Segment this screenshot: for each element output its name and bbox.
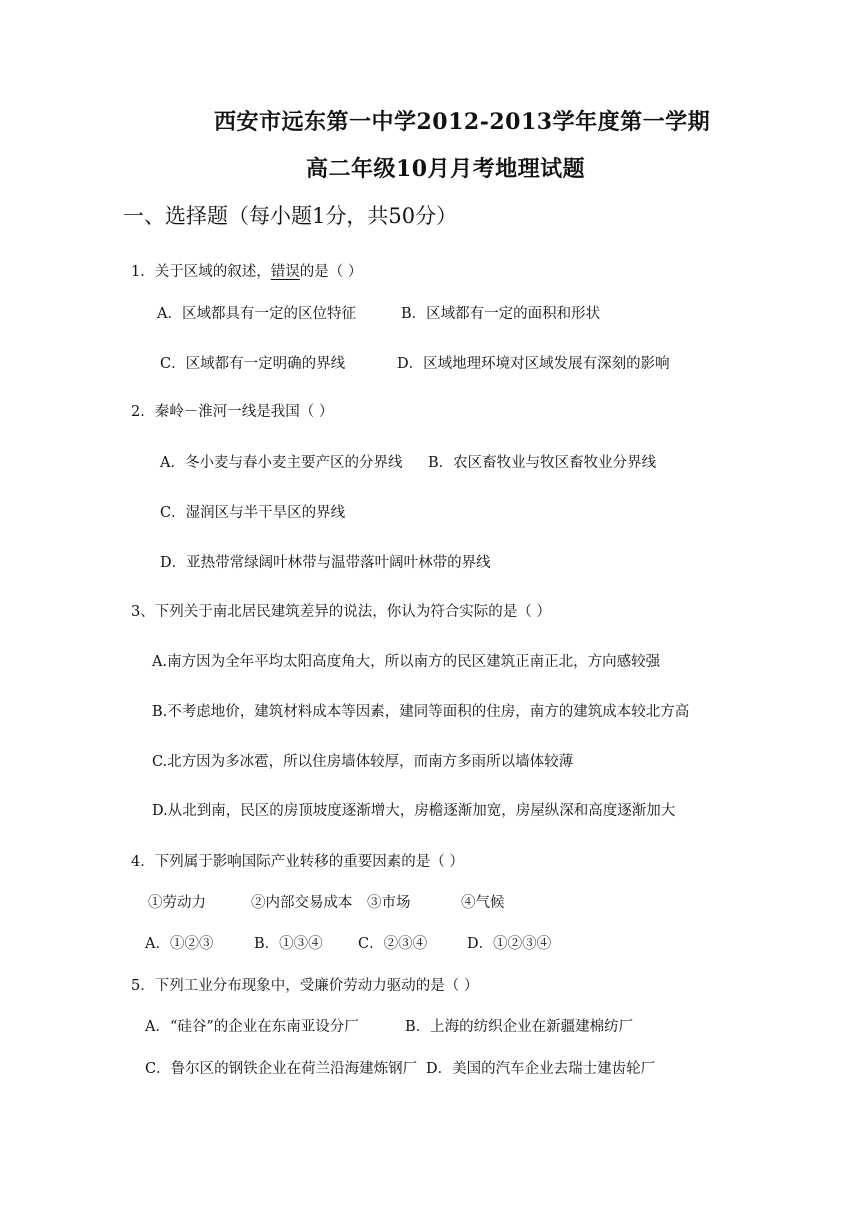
section-heading-choice: 一、选择题（每小题1分，共50分）	[123, 204, 458, 228]
question-4-factor-1: ①劳动力	[148, 895, 206, 911]
question-1-option-b: B．区域都有一定的面积和形状	[401, 306, 601, 322]
question-2-stem: 2．秦岭－淮河一线是我国（ ）	[131, 404, 334, 420]
question-2-option-a: A．冬小麦与春小麦主要产区的分界线	[160, 455, 403, 471]
question-4-stem: 4．下列属于影响国际产业转移的重要因素的是（ ）	[131, 854, 464, 870]
question-4-option-c: C．②③④	[358, 936, 428, 952]
question-4-factor-3: ③市场	[367, 895, 411, 911]
question-3-option-b: B.不考虑地价，建筑材料成本等因素，建同等面积的住房，南方的建筑成本较北方高	[152, 704, 690, 720]
question-3-option-d: D.从北到南，民区的房顶坡度逐渐增大，房檐逐渐加宽，房屋纵深和高度逐渐加大	[152, 803, 676, 819]
question-2-option-d: D．亚热带常绿阔叶林带与温带落叶阔叶林带的界线	[160, 555, 491, 571]
question-1-option-a: A．区域都具有一定的区位特征	[157, 306, 356, 322]
question-1-option-d: D．区域地理环境对区域发展有深刻的影响	[397, 356, 670, 372]
question-5-stem: 5．下列工业分布现象中，受廉价劳动力驱动的是（ ）	[131, 978, 479, 994]
question-5-option-c: C．鲁尔区的钢铁企业在荷兰沿海建炼钢厂	[145, 1061, 418, 1077]
question-4-option-d: D．①②③④	[467, 936, 552, 952]
question-5-option-b: B．上海的纺织企业在新疆建棉纺厂	[405, 1019, 634, 1035]
exam-title-line1: 西安市远东第一中学2012-2013学年度第一学期	[214, 109, 711, 135]
question-3-option-a: A.南方因为全年平均太阳高度角大，所以南方的民区建筑正南正北，方向感较强	[152, 654, 661, 670]
question-3-stem: 3、下列关于南北居民建筑差异的说法，你认为符合实际的是（ ）	[131, 604, 551, 620]
exam-title-line2: 高二年级10月月考地理试题	[306, 156, 586, 182]
question-1-stem	[131, 265, 362, 280]
question-5-option-d: D．美国的汽车企业去瑞士建齿轮厂	[426, 1061, 656, 1077]
question-4-factor-2: ②内部交易成本	[251, 895, 353, 911]
question-5-option-a: A．“硅谷”的企业在东南亚设分厂	[145, 1019, 359, 1035]
question-4-option-b: B．①③④	[254, 936, 323, 952]
question-1-option-c: C．区域都有一定明确的界线	[160, 356, 346, 372]
question-3-option-c: C.北方因为多冰雹，所以住房墙体较厚，而南方多雨所以墙体较薄	[152, 754, 574, 770]
question-1-stem-prefix: 1．关于区域的叙述，	[131, 264, 271, 280]
question-4-option-a: A．①②③	[145, 936, 214, 952]
question-2-option-c: C．湿润区与半干旱区的界线	[160, 505, 346, 521]
question-1-stem-emphasis: 错误	[270, 264, 300, 280]
question-4-factor-4: ④气候	[461, 895, 505, 911]
question-2-option-b: B．农区畜牧业与牧区畜牧业分界线	[428, 455, 657, 471]
question-1-stem-suffix: 的是（ ）	[299, 264, 363, 280]
